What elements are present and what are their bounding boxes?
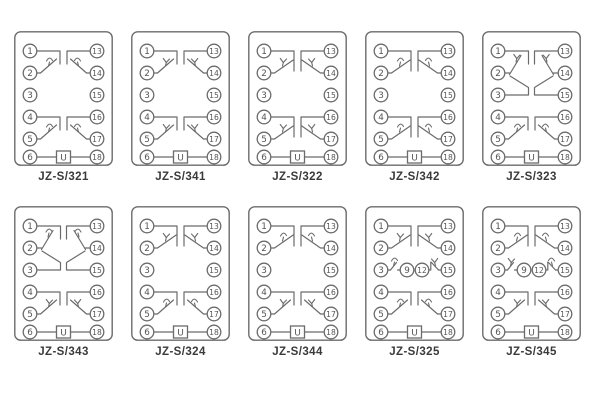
wire (535, 117, 558, 130)
wire (74, 231, 86, 250)
terminal-number: 4 (378, 113, 384, 124)
wire (517, 237, 518, 241)
terminal-number: 18 (326, 328, 336, 338)
terminal-number: 5 (495, 135, 501, 146)
delay-flag-semicircle-icon (398, 299, 404, 302)
terminal-number: 6 (378, 153, 384, 164)
terminal-number: 16 (443, 288, 453, 298)
wire (302, 235, 324, 248)
contact-group-mirrored (184, 226, 207, 314)
delay-flag-semicircle-icon (426, 299, 432, 302)
delay-flag-fork-icon (543, 300, 549, 304)
terminal-number: 2 (378, 69, 384, 80)
wire (388, 235, 410, 248)
wire (185, 235, 207, 248)
terminal-number: 17 (443, 135, 453, 145)
wire (154, 125, 174, 139)
coil-label: U (294, 153, 301, 164)
terminal-number: 5 (378, 310, 384, 321)
relay-panel-jz-s-344 (248, 206, 347, 358)
terminal-number: 1 (495, 47, 501, 58)
terminal-number: 5 (261, 310, 267, 321)
coil-label: U (177, 328, 184, 339)
delay-flag-fork-icon (280, 300, 286, 304)
terminal-number: 13 (326, 47, 336, 57)
wire (42, 231, 54, 250)
panel-label: JZ-S/345 (506, 346, 557, 358)
delay-flag-fork-icon (397, 234, 403, 238)
contact-group-left (37, 51, 60, 139)
relay-panel-jz-s-321 (14, 31, 113, 183)
terminal-number: 4 (27, 113, 33, 124)
terminal-number: 6 (27, 153, 33, 164)
terminal-number: 15 (443, 266, 453, 276)
wire (400, 128, 401, 132)
terminal-number: 4 (495, 288, 501, 299)
relay-panel-jz-s-343 (14, 206, 113, 358)
relay-panel-jz-s-323 (482, 31, 581, 183)
delay-flag-fork-icon (192, 234, 198, 238)
wire (546, 237, 547, 241)
delay-flag-semicircle-icon (398, 58, 404, 61)
relay-panel-jz-s-341 (131, 31, 230, 183)
terminal-number: 15 (326, 266, 336, 276)
delay-flag-semicircle-icon (164, 299, 170, 302)
wire (37, 51, 60, 64)
delay-flag-semicircle-icon (47, 58, 53, 61)
delay-flag-fork-icon (508, 259, 514, 263)
terminal-number: 4 (144, 113, 150, 124)
delay-flag-semicircle-icon (549, 258, 555, 261)
terminal-number: 17 (209, 135, 219, 145)
wire (67, 117, 90, 130)
contact-group-left (505, 51, 529, 139)
terminal-number: 18 (326, 153, 336, 163)
relay-internal-wiring-diagram (248, 206, 347, 341)
terminal-number: 14 (443, 244, 453, 254)
delay-flag-fork-icon (309, 125, 315, 129)
wire (184, 292, 207, 305)
terminal-number: 15 (560, 91, 570, 101)
wire (542, 56, 554, 75)
terminal-number: 6 (495, 153, 501, 164)
relay-internal-wiring-diagram (365, 31, 464, 166)
coil-label: U (411, 328, 418, 339)
coil-label: U (60, 153, 67, 164)
terminal-number: 17 (326, 310, 336, 320)
terminal-number: 4 (495, 113, 501, 124)
terminal-number: 16 (326, 113, 336, 123)
wire (312, 237, 313, 241)
delay-flag-semicircle-icon (75, 229, 81, 232)
contact-group-mirrored (418, 51, 441, 139)
terminal-number: 17 (560, 310, 570, 320)
terminal-number: 17 (92, 310, 102, 320)
terminal-number: 2 (144, 244, 150, 255)
terminal-number: 15 (92, 266, 102, 276)
delay-flag-semicircle-icon (543, 124, 549, 127)
panel-label: JZ-S/325 (389, 346, 440, 358)
terminal-number: 14 (326, 244, 336, 254)
delay-flag-semicircle-icon (75, 124, 81, 127)
wire (305, 300, 325, 314)
relay-panel-jz-s-345 (482, 206, 581, 358)
wire (539, 300, 559, 314)
terminal-number: 2 (261, 244, 267, 255)
terminal-number: 3 (144, 266, 150, 277)
wire (283, 237, 284, 241)
terminal-number: 13 (560, 222, 570, 232)
wire (418, 292, 441, 305)
terminal-number: 18 (443, 153, 453, 163)
terminal-number: 5 (378, 135, 384, 146)
wire (154, 292, 177, 305)
terminal-number: 5 (261, 135, 267, 146)
terminal-number: 15 (560, 266, 570, 276)
delay-flag-fork-icon (46, 300, 52, 304)
contact-group-left (271, 51, 294, 139)
terminal-number: 9 (404, 266, 410, 277)
terminal-number: 1 (495, 222, 501, 233)
relay-internal-wiring-diagram (482, 206, 581, 341)
delay-flag-semicircle-icon (426, 58, 432, 61)
delay-flag-fork-icon (514, 300, 520, 304)
terminal-number: 14 (443, 69, 453, 79)
terminal-number: 15 (209, 91, 219, 101)
terminal-number: 15 (92, 91, 102, 101)
terminal-number: 4 (378, 288, 384, 299)
wire (154, 59, 174, 73)
delay-flag-fork-icon (163, 59, 169, 63)
contact-group-left (154, 226, 177, 314)
terminal-number: 2 (27, 244, 33, 255)
panel-label: JZ-S/322 (272, 171, 323, 183)
wire (302, 126, 324, 139)
terminal-number: 1 (144, 47, 150, 58)
delay-flag-semicircle-icon (515, 233, 521, 236)
panel-label: JZ-S/323 (506, 171, 557, 183)
contact-group-mirrored (535, 51, 559, 139)
terminal-number: 12 (534, 266, 544, 276)
coil-label: U (528, 153, 535, 164)
terminal-number: 4 (27, 288, 33, 299)
delay-flag-semicircle-icon (47, 124, 53, 127)
contact-group-left (37, 226, 61, 314)
relay-panel-jz-s-322 (248, 31, 347, 183)
relay-internal-wiring-diagram (365, 206, 464, 341)
wire (67, 251, 91, 270)
terminal-number: 5 (144, 310, 150, 321)
panel-label: JZ-S/341 (155, 171, 206, 183)
wire (419, 126, 441, 139)
contact-group-mirrored (67, 51, 90, 139)
terminal-number: 6 (378, 328, 384, 339)
delay-flag-semicircle-icon (309, 233, 315, 236)
terminal-number: 13 (92, 222, 102, 232)
terminal-number: 18 (560, 328, 570, 338)
terminal-number: 3 (378, 91, 384, 102)
panel-label: JZ-S/324 (155, 346, 206, 358)
terminal-number: 14 (209, 69, 219, 79)
coil-label: U (177, 153, 184, 164)
wire (429, 128, 430, 132)
terminal-number: 13 (443, 47, 453, 57)
delay-flag-semicircle-icon (192, 299, 198, 302)
terminal-number: 16 (209, 113, 219, 123)
terminal-number: 14 (560, 244, 570, 254)
terminal-number: 3 (261, 91, 267, 102)
delay-flag-fork-icon (192, 59, 198, 63)
terminal-number: 5 (27, 135, 33, 146)
terminal-number: 13 (326, 222, 336, 232)
wire (429, 62, 430, 66)
wire (505, 300, 525, 314)
terminal-number: 6 (144, 153, 150, 164)
terminal-number: 18 (209, 328, 219, 338)
terminal-number: 15 (209, 266, 219, 276)
terminal-number: 2 (378, 244, 384, 255)
wire (37, 300, 57, 314)
terminal-number: 3 (495, 266, 501, 277)
terminal-number: 3 (378, 266, 384, 277)
coil-label: U (294, 328, 301, 339)
terminal-number: 16 (326, 288, 336, 298)
delay-flag-fork-icon (309, 59, 315, 63)
delay-flag-fork-icon (432, 259, 438, 263)
terminal-number: 16 (560, 113, 570, 123)
terminal-number: 5 (495, 310, 501, 321)
terminal-number: 17 (443, 310, 453, 320)
terminal-number: 3 (495, 91, 501, 102)
relay-internal-wiring-diagram (131, 31, 230, 166)
terminal-number: 17 (326, 135, 336, 145)
delay-flag-fork-icon (163, 125, 169, 129)
wire (505, 117, 528, 130)
terminal-number: 6 (495, 328, 501, 339)
wire (188, 125, 208, 139)
terminal-number: 17 (560, 135, 570, 145)
terminal-number: 18 (92, 153, 102, 163)
wire (154, 235, 176, 248)
terminal-number: 4 (144, 288, 150, 299)
wire (271, 60, 293, 73)
terminal-number: 4 (261, 288, 267, 299)
terminal-number: 15 (443, 91, 453, 101)
delay-flag-semicircle-icon (46, 229, 52, 232)
terminal-number: 18 (209, 153, 219, 163)
delay-flag-semicircle-icon (398, 124, 404, 127)
terminal-number: 1 (378, 222, 384, 233)
terminal-number: 16 (443, 113, 453, 123)
terminal-number: 14 (92, 69, 102, 79)
terminal-number: 14 (92, 244, 102, 254)
delay-flag-fork-icon (426, 234, 432, 238)
contact-group-mirrored (67, 226, 91, 314)
terminal-number: 3 (27, 266, 33, 277)
terminal-number: 13 (560, 47, 570, 57)
relay-panel-jz-s-324 (131, 206, 230, 358)
wire (188, 59, 208, 73)
terminal-number: 1 (27, 47, 33, 58)
delay-flag-fork-icon (75, 300, 81, 304)
terminal-number: 2 (27, 69, 33, 80)
terminal-number: 16 (92, 113, 102, 123)
wire (271, 235, 293, 248)
wire (536, 235, 558, 248)
contact-group-mirrored (184, 51, 207, 139)
wire (419, 60, 441, 73)
coil-label: U (528, 328, 535, 339)
delay-flag-semicircle-icon (281, 233, 287, 236)
wire (37, 251, 61, 270)
terminal-number: 6 (261, 153, 267, 164)
terminal-number: 1 (378, 47, 384, 58)
terminal-number: 5 (27, 310, 33, 321)
delay-flag-semicircle-icon (75, 58, 81, 61)
wire (271, 126, 293, 139)
terminal-number: 14 (326, 69, 336, 79)
terminal-number: 3 (144, 91, 150, 102)
coil-label: U (60, 328, 67, 339)
terminal-number: 6 (144, 328, 150, 339)
terminal-number: 16 (209, 288, 219, 298)
terminal-number: 2 (144, 69, 150, 80)
delay-flag-fork-icon (163, 234, 169, 238)
relay-internal-wiring-diagram (482, 31, 581, 166)
wire (505, 235, 527, 248)
terminal-number: 17 (92, 135, 102, 145)
relay-panel-jz-s-325 (365, 206, 464, 358)
relay-panel-jz-s-342 (365, 31, 464, 183)
coil-label: U (411, 153, 418, 164)
panel-label: JZ-S/342 (389, 171, 440, 183)
terminal-number: 14 (209, 244, 219, 254)
delay-flag-fork-icon (280, 59, 286, 63)
terminal-number: 17 (209, 310, 219, 320)
terminal-number: 16 (560, 288, 570, 298)
terminal-number: 13 (209, 47, 219, 57)
panel-label: JZ-S/321 (38, 171, 89, 183)
terminal-number: 13 (209, 222, 219, 232)
delay-flag-semicircle-icon (543, 233, 549, 236)
wire (71, 300, 91, 314)
terminal-number: 5 (144, 135, 150, 146)
panel-label: JZ-S/343 (38, 346, 89, 358)
delay-flag-fork-icon (309, 300, 315, 304)
terminal-number: 1 (27, 222, 33, 233)
terminal-number: 6 (27, 328, 33, 339)
wire (302, 60, 324, 73)
wire (400, 62, 401, 66)
terminal-number: 1 (261, 222, 267, 233)
wire (505, 76, 529, 95)
terminal-number: 2 (261, 69, 267, 80)
terminal-number: 1 (261, 47, 267, 58)
wire (271, 300, 291, 314)
wire (37, 117, 60, 130)
terminal-number: 4 (261, 113, 267, 124)
contact-group-left (388, 51, 411, 139)
relay-internal-wiring-diagram (248, 31, 347, 166)
relay-internal-wiring-diagram (14, 206, 113, 341)
terminal-number: 12 (417, 266, 427, 276)
delay-flag-fork-icon (280, 125, 286, 129)
wire (419, 235, 441, 248)
terminal-number: 18 (443, 328, 453, 338)
panel-label: JZ-S/344 (272, 346, 323, 358)
terminal-number: 14 (560, 69, 570, 79)
terminal-number: 6 (261, 328, 267, 339)
wire (67, 51, 90, 64)
terminal-number: 15 (326, 91, 336, 101)
delay-flag-fork-icon (192, 125, 198, 129)
terminal-number: 18 (92, 328, 102, 338)
wire (388, 60, 410, 73)
terminal-number: 9 (521, 266, 527, 277)
terminal-number: 16 (92, 288, 102, 298)
relay-internal-wiring-diagram (14, 31, 113, 166)
terminal-number: 3 (27, 91, 33, 102)
wire (388, 126, 410, 139)
contact-group-left (271, 226, 294, 314)
contact-group-left (154, 51, 177, 139)
terminal-number: 1 (144, 222, 150, 233)
terminal-number: 13 (443, 222, 453, 232)
terminal-number: 13 (92, 47, 102, 57)
terminal-number: 18 (560, 153, 570, 163)
terminal-number: 2 (495, 244, 501, 255)
delay-flag-semicircle-icon (426, 124, 432, 127)
wire (388, 292, 411, 305)
wire (535, 76, 559, 95)
delay-flag-semicircle-icon (392, 258, 398, 261)
terminal-number: 2 (495, 69, 501, 80)
terminal-number: 3 (261, 266, 267, 277)
contact-group-mirrored (301, 51, 324, 139)
delay-flag-semicircle-icon (515, 124, 521, 127)
relay-internal-wiring-diagram (131, 206, 230, 341)
wire (510, 56, 522, 75)
contact-group-mirrored (301, 226, 324, 314)
